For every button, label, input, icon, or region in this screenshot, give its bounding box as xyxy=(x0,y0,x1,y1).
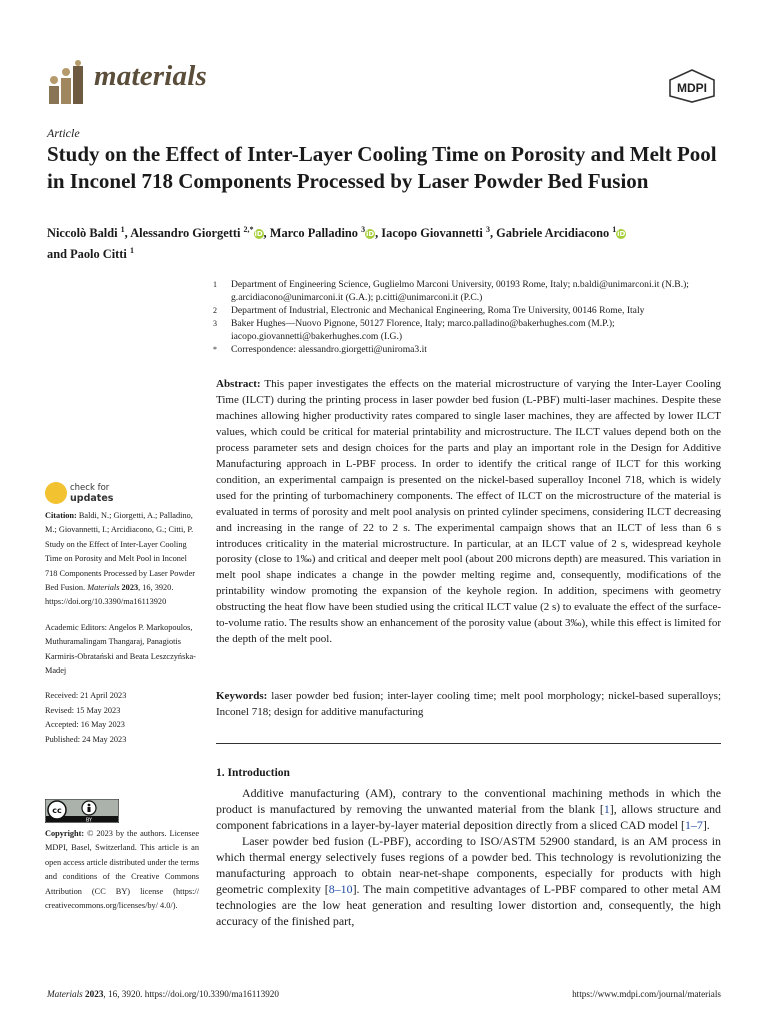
affiliation-item xyxy=(213,317,723,343)
paragraph-text: ]. xyxy=(702,818,710,832)
orcid-icon[interactable]: iD xyxy=(254,230,263,239)
footer-journal-url[interactable]: https://www.mdpi.com/journal/materials xyxy=(572,989,721,999)
paper-title: Study on the Effect of Inter-Layer Cooling Time on Porosity and Melt Pool in Inconel 718 Components Processed by Laser Powder Bed Fusion xyxy=(47,142,717,193)
author-name: Iacopo Giovannetti xyxy=(381,226,483,241)
svg-text:cc: cc xyxy=(52,806,62,815)
author-list: Niccolò Baldi $^1$, Alessandro Giorgetti $^{2,*}$iD, Marco Palladino $^3$iD, Iacopo Giovannetti $^3$, Gabriele Arcidiacono $^1$iD and Paolo Citti $^1$ xyxy=(47,225,626,262)
journal-name: materials xyxy=(94,60,207,92)
cc-by-license-icon[interactable] xyxy=(45,799,119,823)
author-affil-mark: 1 xyxy=(612,225,617,234)
authors-conjunction: and xyxy=(47,247,67,262)
abstract xyxy=(216,377,721,648)
affiliation-item xyxy=(213,343,723,356)
footer-doi[interactable]: , 16, 3920. https://doi.org/10.3390/ma16113920 xyxy=(103,989,279,999)
mdpi-logo-text: MDPI xyxy=(677,81,707,95)
copyright-label: Copyright: xyxy=(45,829,85,838)
author-name: Niccolò Baldi xyxy=(47,226,118,241)
affiliation-item xyxy=(213,304,723,317)
orcid-icon[interactable]: iD xyxy=(617,230,626,239)
author-name: Gabriele Arcidiacono xyxy=(496,226,610,241)
article-type: Article xyxy=(47,126,80,140)
copyright-block xyxy=(45,827,199,913)
affiliation-text: Department of Industrial, Electronic and Mechanical Engineering, Roma Tre University, 00146 Rome, Italy xyxy=(231,305,645,316)
paragraph-text: Laser powder bed fusion (L-PBF), according to ISO/ASTM 52900 standard, is an AM process in which thermal energy selectively fuses regions of a powder bed. This technology is revolutionizing the manufacturing approach to obtain near-net-shape components, especially for products with high geometric complexity [ xyxy=(216,834,721,896)
affiliation-mark: 2 xyxy=(213,306,217,315)
author-affil-mark: 1 xyxy=(120,225,125,234)
author-affil-mark: 3 xyxy=(485,225,490,234)
sidebar-info xyxy=(45,509,199,758)
citation-journal: Materials xyxy=(87,583,120,593)
footer-citation xyxy=(47,989,279,999)
paragraph xyxy=(216,833,721,929)
dates-block xyxy=(45,689,199,747)
citation-doi[interactable]: , 16, 3920. https://doi.org/10.3390/ma16113920 xyxy=(45,583,174,607)
affiliation-mark: * xyxy=(213,345,217,354)
keywords-label: Keywords: xyxy=(216,690,268,702)
revised-date: Revised: 15 May 2023 xyxy=(45,705,121,715)
author-name: Marco Palladino xyxy=(269,226,358,241)
introduction-body xyxy=(216,785,721,929)
received-date: Received: 21 April 2023 xyxy=(45,691,127,701)
paragraph-text: Additive manufacturing (AM), contrary to the conventional machining methods in which the product is manufactured by removing the unwanted material from the blank [ xyxy=(216,786,721,816)
section-heading: 1. Introduction xyxy=(216,767,290,779)
affiliation-mark: 3 xyxy=(213,319,217,328)
mdpi-logo-icon xyxy=(666,68,718,104)
author-affil-mark: 1 xyxy=(129,246,134,256)
orcid-icon[interactable]: iD xyxy=(365,230,375,239)
affiliation-item xyxy=(213,278,723,304)
citation-label: Citation: xyxy=(45,511,77,520)
check-for-updates-button[interactable] xyxy=(45,482,165,512)
footer-year: 2023 xyxy=(85,989,104,999)
affiliation-text: Baker Hughes—Nuovo Pignone, 50127 Florence, Italy; marco.palladino@bakerhughes.com (M.P.); iacopo.giovannetti@bakerhughes.com (I.G.) xyxy=(231,318,615,342)
author-name: Alessandro Giorgetti xyxy=(130,226,241,241)
check-updates-icon xyxy=(45,482,67,504)
affiliation-text: Correspondence: alessandro.giorgetti@uniroma3.it xyxy=(231,344,427,355)
paragraph-text: ], allows structure and component fabrications in a layer-by-layer material deposition directly from a sliced CAD model [ xyxy=(216,802,721,832)
materials-logo-icon xyxy=(47,60,87,104)
abstract-text: This paper investigates the effects on the material microstructure of varying the Inter-Layer Cooling Time (ILCT) during the printing process in laser powder bed fusion (L-PBF) multi-laser machines. Despite these machines allowing higher productivity rates compared to single laser machines, they are affected by lower ILCT values, which could be critical for material printability and microstructure. The ILCT values depend both on the process parameter sets and design choices for the parts and play an important role in the Design for Additive Manufacturing approach in L-PBF process. In order to identify the critical range of ILCT for this working condition, an experimental campaign is presented on the nickel-based superalloy Inconel 718, which is widely used for the printing of turbomachinery components. The effect of ILCT on the microstructure of the material is evaluated in terms of porosity and melt pool analysis on printed cylinder specimens, considering ILCT decreasing and increasing in the range of 22 to 2 s. The experimental campaign shows that an ILCT of less than 6 s introduces criticality in the material microstructure. In particular, at an ILCT value of 2 s, widespread keyhole porosity (close to 1‰) and critical and deeper melt pool (about 200 microns depth) are measured. This variation in melt pool shape indicates a change in the powder melting regime and, consequently, modifications of the printability window promoting the expansion of the keyhole region. In addition, specimens with geometry obstructing the heat flow have been studied using the critical ILCT value (2 s) to evaluate the effect of the surface-to-volume ratio. The results show an enhancement of the porosity value (about 3‰), while this effect is limited for the depth of the melt pool. xyxy=(216,378,721,646)
paragraph xyxy=(216,785,721,833)
affiliations xyxy=(213,278,723,356)
citation-text: Baldi, N.; Giorgetti, A.; Palladino, M.; Giovannetti, I.; Arcidiacono, G.; Citti, P. Study on the Effect of Inter-Layer Cooling Time on Porosity and Melt Pool in Inconel 718 Components Processed by Laser Powder Bed Fusion. xyxy=(45,511,196,593)
author-affil-mark: 3 xyxy=(361,225,366,234)
keywords-text: laser powder bed fusion; inter-layer cooling time; melt pool morphology; nickel-based superalloys; Inconel 718; design for additive manufacturing xyxy=(216,690,721,718)
reference-link[interactable]: 8–10 xyxy=(328,882,353,896)
academic-editors: Academic Editors: Angelos P. Markopoulos, Muthuramalingam Thangaraj, Panagiotis Karmiris-Obratański and Beata Leszczyńska-Madej xyxy=(45,622,196,676)
check-updates-label: check for xyxy=(70,483,110,493)
citation-year: 2023 xyxy=(121,583,139,593)
accepted-date: Accepted: 16 May 2023 xyxy=(45,720,125,730)
author-name: Paolo Citti xyxy=(70,247,127,262)
affiliation-mark: 1 xyxy=(213,280,217,289)
author-affil-mark: 2,* xyxy=(243,225,254,234)
cc-by-text: BY xyxy=(85,817,93,823)
affiliation-text: Department of Engineering Science, Guglielmo Marconi University, 00193 Rome, Italy; n.baldi@unimarconi.it (N.B.); g.arcidiacono@unimarconi.it (G.A.); p.citti@unimarconi.it (P.C.) xyxy=(231,279,689,303)
footer-journal: Materials xyxy=(47,989,83,999)
keywords xyxy=(216,689,721,721)
paragraph-text: ]. The main competitive advantages of L-PBF compared to other metal AM technologies are the low heat generation and resulting lower distortion and, consequently, the high accuracy of the finished part, xyxy=(216,882,722,928)
abstract-label: Abstract: xyxy=(216,378,261,390)
check-updates-label: updates xyxy=(70,493,114,504)
citation-block xyxy=(45,509,199,610)
published-date: Published: 24 May 2023 xyxy=(45,734,127,744)
reference-link[interactable]: 1 xyxy=(603,802,610,816)
reference-link[interactable]: 1–7 xyxy=(684,818,703,832)
section-divider xyxy=(216,743,721,744)
copyright-text: © 2023 by the authors. Licensee MDPI, Basel, Switzerland. This article is an open access article distributed under the terms and conditions of the Creative Commons Attribution (CC BY) license (https:// creativecommons.org/licenses/by/ 4.0/). xyxy=(45,829,199,911)
